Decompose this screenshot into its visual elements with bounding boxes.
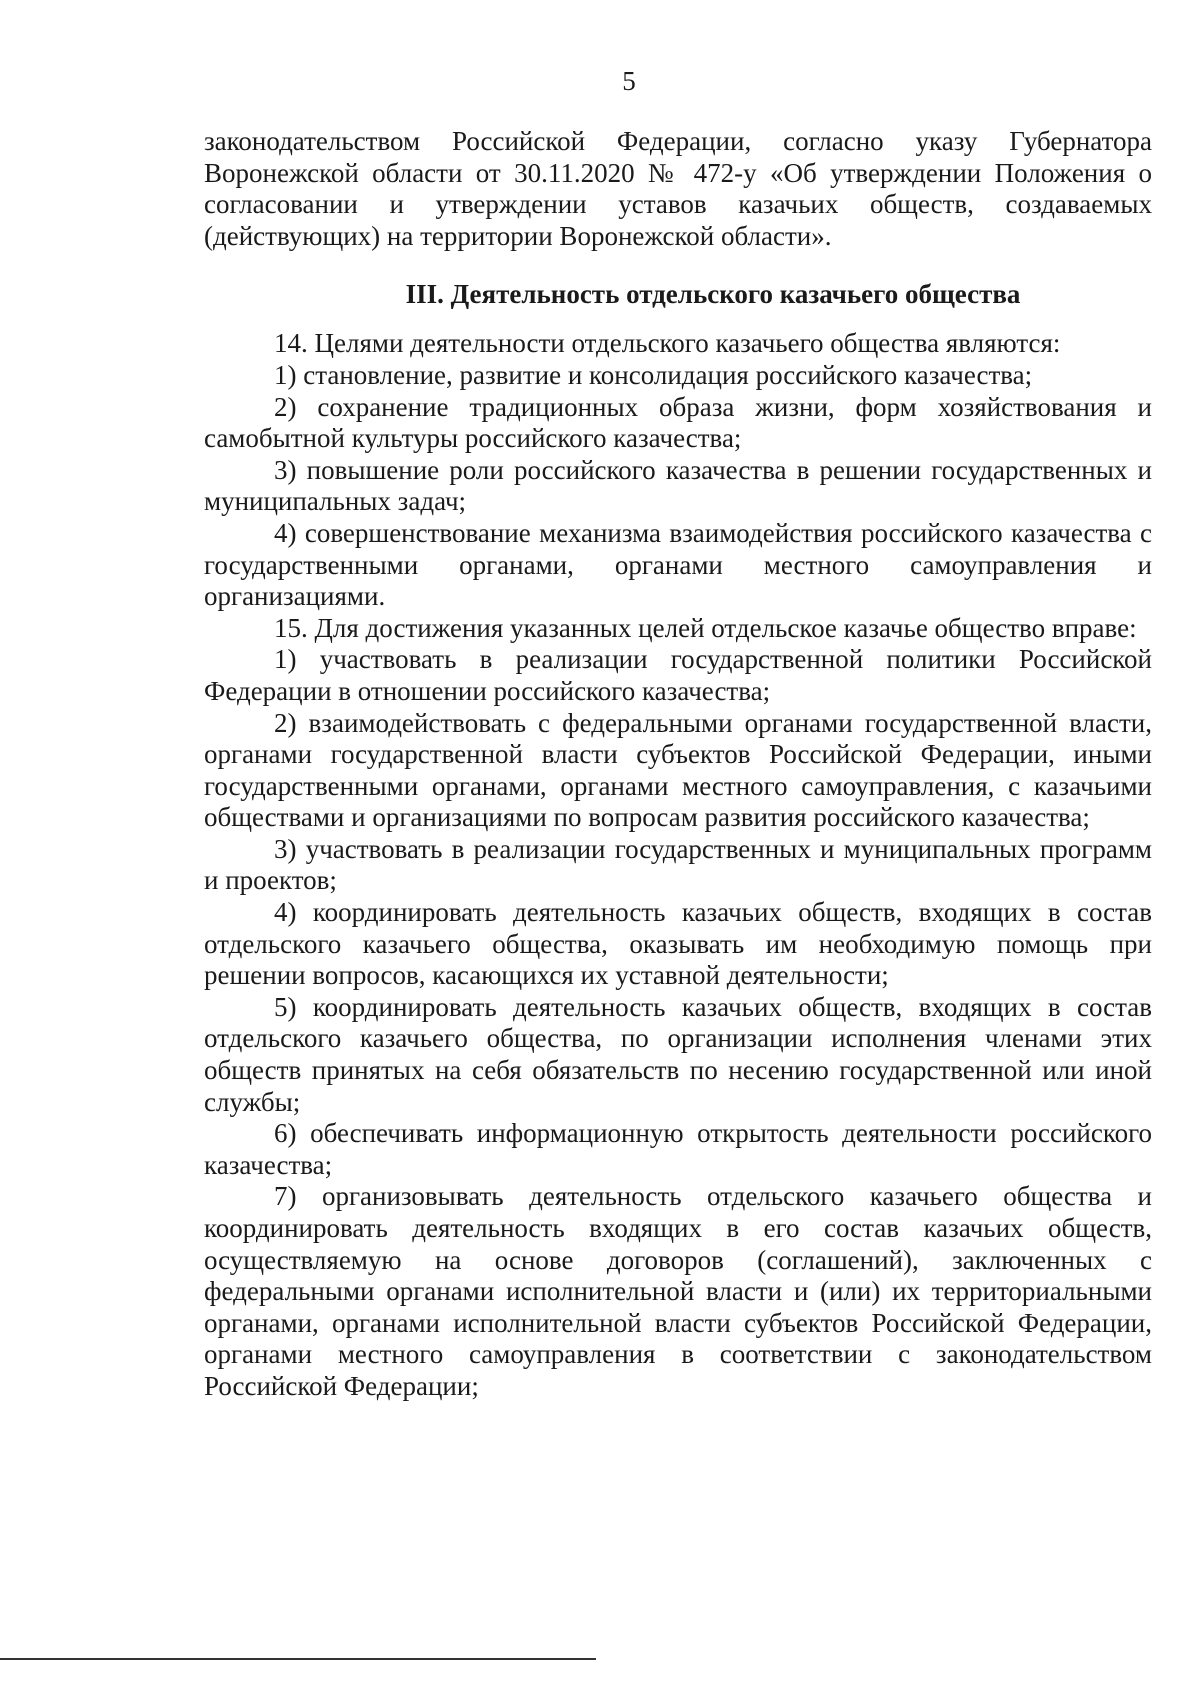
paragraph-15-item-1: 1) участвовать в реализации государственной политики Российской Федерации в отношении российского казачества; — [204, 644, 1152, 706]
page-number: 5 — [622, 66, 636, 96]
paragraph-14-item-2: 2) сохранение традиционных образа жизни, форм хозяйствования и самобытной культуры российского казачества; — [204, 391, 1152, 454]
paragraph-15-item-7: 7) организовывать деятельность отдельского казачьего общества и координировать деятельность входящих в его состав казачьих обществ, осуществляемую на основе договоров (соглашений), заключенных с федеральными органами исполнительной власти и (или) их территориальными органами, органами исполнительной власти субъектов Российской Федерации, органами местного самоуправления в соответствии с законодательством Российской Федерации; — [204, 1181, 1152, 1401]
paragraph-15: 15. Для достижения указанных целей отдельское казачье общество вправе: — [274, 612, 1137, 643]
paragraph-15-item-6: 6) обеспечивать информационную открытость деятельности российского казачества; — [204, 1118, 1152, 1180]
section-heading: III. Деятельность отдельского казачьего общества — [405, 279, 1021, 310]
paragraph-14-item-3: 3) повышение роли российского казачества в решении государственных и муниципальных задач; — [204, 454, 1152, 517]
paragraph-14: 14. Целями деятельности отдельского казачьего общества являются: — [274, 328, 1061, 359]
paragraph-15-item-3: 3) участвовать в реализации государственных и муниципальных программ и проектов; — [204, 833, 1152, 896]
paragraph-15-item-5: 5) координировать деятельность казачьих обществ, входящих в состав отдельского казачьего общества, по организации исполнения членами этих обществ принятых на себя обязательств по несению государственной или иной службы; — [204, 991, 1152, 1117]
bottom-rule-line — [0, 1658, 596, 1660]
paragraph-15-item-2: 2) взаимодействовать с федеральными органами государственной власти, органами государственной власти субъектов Российской Федерации, иными государственными органами, органами местного самоуправления, с казачьими обществами и организациями по вопросам развития российского казачества; — [204, 707, 1152, 833]
document-body — [204, 126, 1152, 1403]
paragraph-14-item-1: 1) становление, развитие и консолидация российского казачества; — [274, 359, 1033, 390]
intro-paragraph: законодательством Российской Федерации, согласно указу Губернатора Воронежской области от 30.11.2020 № 472-у «Об утверждении Положения о согласовании и утверждении уставов казачьих обществ, создаваемых (действующих) на территории Воронежской области». — [204, 126, 1152, 251]
paragraph-14-item-4: 4) совершенствование механизма взаимодействия российского казачества с государственными органами, органами местного самоуправления и организациями. — [204, 517, 1152, 612]
paragraph-15-item-4: 4) координировать деятельность казачьих обществ, входящих в состав отдельского казачьего общества, оказывать им необходимую помощь при решении вопросов, касающихся их уставной деятельности; — [204, 897, 1152, 991]
